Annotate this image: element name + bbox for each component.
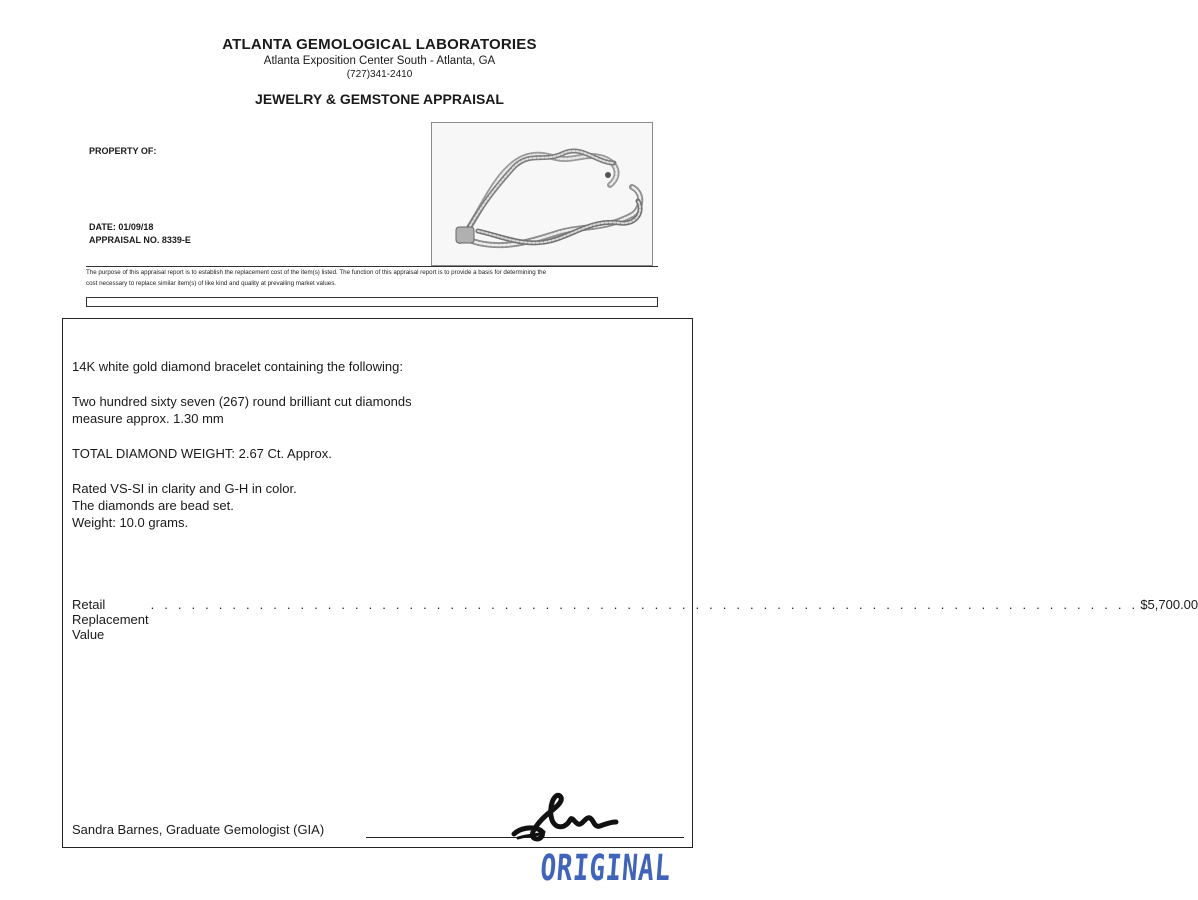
company-phone: (727)341-2410	[346, 69, 413, 80]
date-field	[89, 222, 153, 232]
divider-bar	[86, 297, 658, 307]
item-weight: Weight: 10.0 grams.	[72, 515, 189, 530]
bracelet-photo	[431, 122, 653, 266]
retail-replacement-value-row	[72, 597, 1198, 642]
item-intro: 14K white gold diamond bracelet containing the following:	[72, 359, 403, 374]
purpose-line-1: The purpose of this appraisal report is to establish the replacement cost of the item(s) listed. The function of this appraisal report is to provide a basis for determining the	[86, 269, 547, 276]
appraisal-number-field	[89, 235, 191, 245]
document-title: JEWELRY & GEMSTONE APPRAISAL	[255, 91, 504, 107]
diamonds-line-1: Two hundred sixty seven (267) round brilliant cut diamonds	[72, 394, 412, 409]
original-stamp: ORIGINAL	[538, 848, 673, 889]
purpose-line-2: cost necessary to replace similar item(s) of like kind and quality at prevailing market values.	[86, 279, 337, 287]
company-name: ATLANTA GEMOLOGICAL LABORATORIES	[222, 36, 537, 53]
appraisal-number-value: 8339-E	[161, 235, 191, 245]
handwritten-signature	[510, 786, 620, 846]
purpose-statement	[86, 266, 658, 288]
date-label: DATE:	[89, 222, 116, 232]
purpose-divider	[86, 266, 658, 267]
value-label: Retail Replacement Value	[72, 597, 149, 642]
appraisal-number-label: APPRAISAL NO.	[89, 235, 160, 245]
setting-type: The diamonds are bead set.	[72, 498, 234, 513]
property-of-label: PROPERTY OF:	[89, 146, 157, 156]
total-diamond-weight: TOTAL DIAMOND WEIGHT: 2.67 Ct. Approx.	[72, 446, 332, 461]
diamonds-line-2: measure approx. 1.30 mm	[72, 411, 224, 426]
date-value: 01/09/18	[118, 222, 154, 232]
bracelet-image	[432, 123, 652, 265]
company-address: Atlanta Exposition Center South - Atlanta, GA	[263, 55, 496, 67]
value-leader-dots: . . . . . . . . . . . . . . . . . . . . . . . . . . . . . . . . . . . . . . . . . . . . . . . . . . . . . . . . . . . . . . . . . . . . . . . . .	[150, 597, 1139, 612]
gemologist-name: Sandra Barnes, Graduate Gemologist (GIA)	[72, 822, 325, 837]
value-amount: $5,700.00	[1140, 597, 1198, 612]
clarity-color: Rated VS-SI in clarity and G-H in color.	[72, 481, 297, 496]
